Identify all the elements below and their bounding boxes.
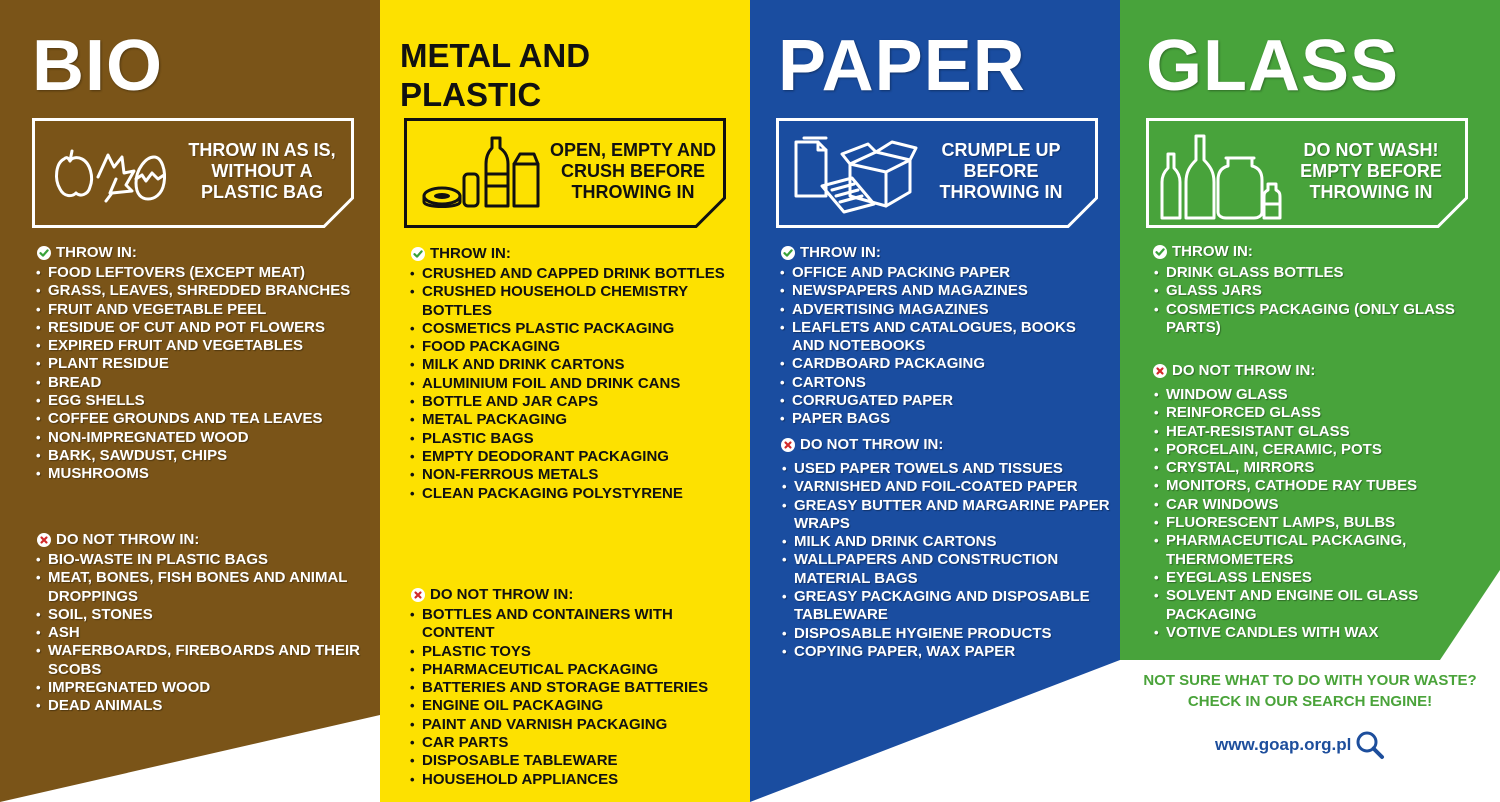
paper-instruction-text: CRUMPLE UP BEFORE THROWING IN — [939, 140, 1063, 202]
paper-do-not-heading — [781, 436, 943, 454]
metal-plastic-do-not-list — [408, 606, 744, 789]
list-item: • COFFEE GROUNDS AND TEA LEAVES — [34, 410, 364, 428]
glass-do-not-label: DO NOT THROW IN: — [1172, 362, 1316, 379]
list-item: • VARNISHED AND FOIL-COATED PAPER — [780, 478, 1114, 496]
list-item: • RESIDUE OF CUT AND POT FLOWERS — [34, 319, 364, 337]
metal-plastic-title-line1: METAL AND — [400, 37, 591, 74]
website-link-text: www.goap.org.pl — [1215, 735, 1352, 754]
list-item: • PLANT RESIDUE — [34, 355, 364, 373]
list-item: • BARK, SAWDUST, CHIPS — [34, 447, 364, 465]
list-item: • WALLPAPERS AND CONSTRUCTION MATERIAL BAGS — [780, 551, 1114, 588]
bio-instruction-box — [32, 118, 354, 228]
list-item: • CLEAN PACKAGING POLYSTYRENE — [408, 485, 744, 503]
list-item: • MILK AND DRINK CARTONS — [780, 533, 1114, 551]
list-item: • ASH — [34, 624, 364, 642]
list-item: • PORCELAIN, CERAMIC, POTS — [1152, 441, 1482, 459]
metal-plastic-instruction-text: OPEN, EMPTY AND CRUSH BEFORE THROWING IN — [549, 140, 717, 202]
list-item: • EXPIRED FRUIT AND VEGETABLES — [34, 337, 364, 355]
list-item: • PHARMACEUTICAL PACKAGING — [408, 661, 744, 679]
list-item: • GLASS JARS — [1152, 282, 1482, 300]
list-item: • HEAT-RESISTANT GLASS — [1152, 423, 1482, 441]
list-item: • EGG SHELLS — [34, 392, 364, 410]
metal-plastic-title-line2: PLASTIC — [400, 76, 542, 113]
glass-instruction-text: DO NOT WASH! EMPTY BEFORE THROWING IN — [1300, 140, 1442, 202]
check-icon — [37, 246, 51, 260]
search-engine-note: NOT SURE WHAT TO DO WITH YOUR WASTE? CHECK IN OUR SEARCH ENGINE! — [1143, 672, 1477, 710]
paper-title: PAPER — [778, 26, 1026, 106]
bio-do-not-heading — [37, 531, 199, 549]
list-item: • DISPOSABLE TABLEWARE — [408, 752, 744, 770]
glass-bottles-icon — [1156, 132, 1282, 220]
bio-throw-in-label: THROW IN: — [56, 244, 137, 261]
list-item: • EMPTY DEODORANT PACKAGING — [408, 448, 744, 466]
check-icon — [1153, 245, 1167, 259]
list-item: • USED PAPER TOWELS AND TISSUES — [780, 460, 1114, 478]
search-icon — [1355, 730, 1385, 760]
paper-instruction-box — [776, 118, 1098, 228]
list-item: • FOOD LEFTOVERS (EXCEPT MEAT) — [34, 264, 364, 282]
glass-throw-in-heading — [1153, 243, 1253, 261]
metal-plastic-throw-in-label: THROW IN: — [430, 245, 511, 262]
list-item: • PHARMACEUTICAL PACKAGING, THERMOMETERS — [1152, 532, 1482, 569]
list-item: • CARTONS — [778, 374, 1108, 392]
cans-bottles-icon — [420, 134, 540, 212]
list-item: • DRINK GLASS BOTTLES — [1152, 264, 1482, 282]
list-item: • CAR WINDOWS — [1152, 496, 1482, 514]
glass-throw-in-label: THROW IN: — [1172, 243, 1253, 260]
list-item: • MILK AND DRINK CARTONS — [408, 356, 744, 374]
check-icon — [781, 246, 795, 260]
list-item: • NON-IMPREGNATED WOOD — [34, 429, 364, 447]
food-waste-icon — [50, 143, 168, 203]
list-item: • LEAFLETS AND CATALOGUES, BOOKS AND NOTEBOOKS — [778, 319, 1108, 356]
list-item: • CRUSHED AND CAPPED DRINK BOTTLES — [408, 265, 744, 283]
metal-plastic-do-not-label: DO NOT THROW IN: — [430, 586, 574, 603]
list-item: • SOIL, STONES — [34, 606, 364, 624]
list-item: • MEAT, BONES, FISH BONES AND ANIMAL DROPPINGS — [34, 569, 364, 606]
website-link[interactable] — [1215, 727, 1385, 763]
list-item: • GREASY PACKAGING AND DISPOSABLE TABLEWARE — [780, 588, 1114, 625]
paper-throw-in-list — [778, 264, 1108, 429]
list-item: • ENGINE OIL PACKAGING — [408, 697, 744, 715]
list-item: • BOTTLES AND CONTAINERS WITH CONTENT — [408, 606, 744, 643]
list-item: • EYEGLASS LENSES — [1152, 569, 1482, 587]
glass-title: GLASS — [1146, 26, 1400, 106]
metal-plastic-do-not-heading — [411, 586, 573, 604]
glass-do-not-list — [1152, 386, 1482, 642]
list-item: • DEAD ANIMALS — [34, 697, 364, 715]
glass-throw-in-list — [1152, 264, 1482, 337]
list-item: • SOLVENT AND ENGINE OIL GLASS PACKAGING — [1152, 587, 1482, 624]
metal-plastic-throw-in-heading — [411, 245, 511, 263]
list-item: • WINDOW GLASS — [1152, 386, 1482, 404]
paper-do-not-list — [780, 460, 1114, 661]
list-item: • CARDBOARD PACKAGING — [778, 355, 1108, 373]
paper-column — [750, 0, 1120, 802]
list-item: • PLASTIC BAGS — [408, 430, 744, 448]
list-item: • COSMETICS PLASTIC PACKAGING — [408, 320, 744, 338]
list-item: • GREASY BUTTER AND MARGARINE PAPER WRAPS — [780, 497, 1114, 534]
metal-plastic-throw-in-list — [408, 265, 744, 503]
list-item: • ALUMINIUM FOIL AND DRINK CANS — [408, 375, 744, 393]
bio-title: BIO — [32, 26, 164, 106]
bio-throw-in-heading — [37, 244, 137, 262]
list-item: • FLUORESCENT LAMPS, BULBS — [1152, 514, 1482, 532]
list-item: • CAR PARTS — [408, 734, 744, 752]
list-item: • BOTTLE AND JAR CAPS — [408, 393, 744, 411]
paper-do-not-label: DO NOT THROW IN: — [800, 436, 944, 453]
metal-plastic-instruction-box — [404, 118, 726, 228]
cross-icon — [781, 438, 795, 452]
list-item: • PAPER BAGS — [778, 410, 1108, 428]
list-item: • DISPOSABLE HYGIENE PRODUCTS — [780, 625, 1114, 643]
list-item: • CRUSHED HOUSEHOLD CHEMISTRY BOTTLES — [408, 283, 744, 320]
list-item: • ADVERTISING MAGAZINES — [778, 301, 1108, 319]
cross-icon — [411, 588, 425, 602]
bio-throw-in-list — [34, 264, 364, 484]
list-item: • METAL PACKAGING — [408, 411, 744, 429]
list-item: • CORRUGATED PAPER — [778, 392, 1108, 410]
glass-instruction-box — [1146, 118, 1468, 228]
cross-icon — [1153, 364, 1167, 378]
list-item: • NEWSPAPERS AND MAGAZINES — [778, 282, 1108, 300]
list-item: • BREAD — [34, 374, 364, 392]
list-item: • MONITORS, CATHODE RAY TUBES — [1152, 477, 1482, 495]
bio-do-not-list — [34, 551, 364, 716]
list-item: • NON-FERROUS METALS — [408, 466, 744, 484]
list-item: • BIO-WASTE IN PLASTIC BAGS — [34, 551, 364, 569]
glass-do-not-heading — [1153, 362, 1315, 380]
bio-column — [0, 0, 380, 802]
check-icon — [411, 247, 425, 261]
list-item: • PLASTIC TOYS — [408, 643, 744, 661]
bio-do-not-label: DO NOT THROW IN: — [56, 531, 200, 548]
paper-throw-in-label: THROW IN: — [800, 244, 881, 261]
paper-throw-in-heading — [781, 244, 881, 262]
list-item: • WAFERBOARDS, FIREBOARDS AND THEIR SCOBS — [34, 642, 364, 679]
list-item: • VOTIVE CANDLES WITH WAX — [1152, 624, 1482, 642]
paper-box-icon — [792, 134, 918, 214]
list-item: • FRUIT AND VEGETABLE PEEL — [34, 301, 364, 319]
list-item: • IMPREGNATED WOOD — [34, 679, 364, 697]
metal-plastic-title — [400, 36, 590, 114]
list-item: • MUSHROOMS — [34, 465, 364, 483]
cross-icon — [37, 533, 51, 547]
list-item: • COSMETICS PACKAGING (ONLY GLASS PARTS) — [1152, 301, 1482, 338]
list-item: • FOOD PACKAGING — [408, 338, 744, 356]
list-item: • GRASS, LEAVES, SHREDDED BRANCHES — [34, 282, 364, 300]
list-item: • COPYING PAPER, WAX PAPER — [780, 643, 1114, 661]
list-item: • BATTERIES AND STORAGE BATTERIES — [408, 679, 744, 697]
metal-plastic-column — [380, 0, 750, 802]
list-item: • REINFORCED GLASS — [1152, 404, 1482, 422]
list-item: • PAINT AND VARNISH PACKAGING — [408, 716, 744, 734]
list-item: • OFFICE AND PACKING PAPER — [778, 264, 1108, 282]
list-item: • CRYSTAL, MIRRORS — [1152, 459, 1482, 477]
bio-instruction-text: THROW IN AS IS, WITHOUT A PLASTIC BAG — [188, 140, 336, 202]
list-item: • HOUSEHOLD APPLIANCES — [408, 771, 744, 789]
